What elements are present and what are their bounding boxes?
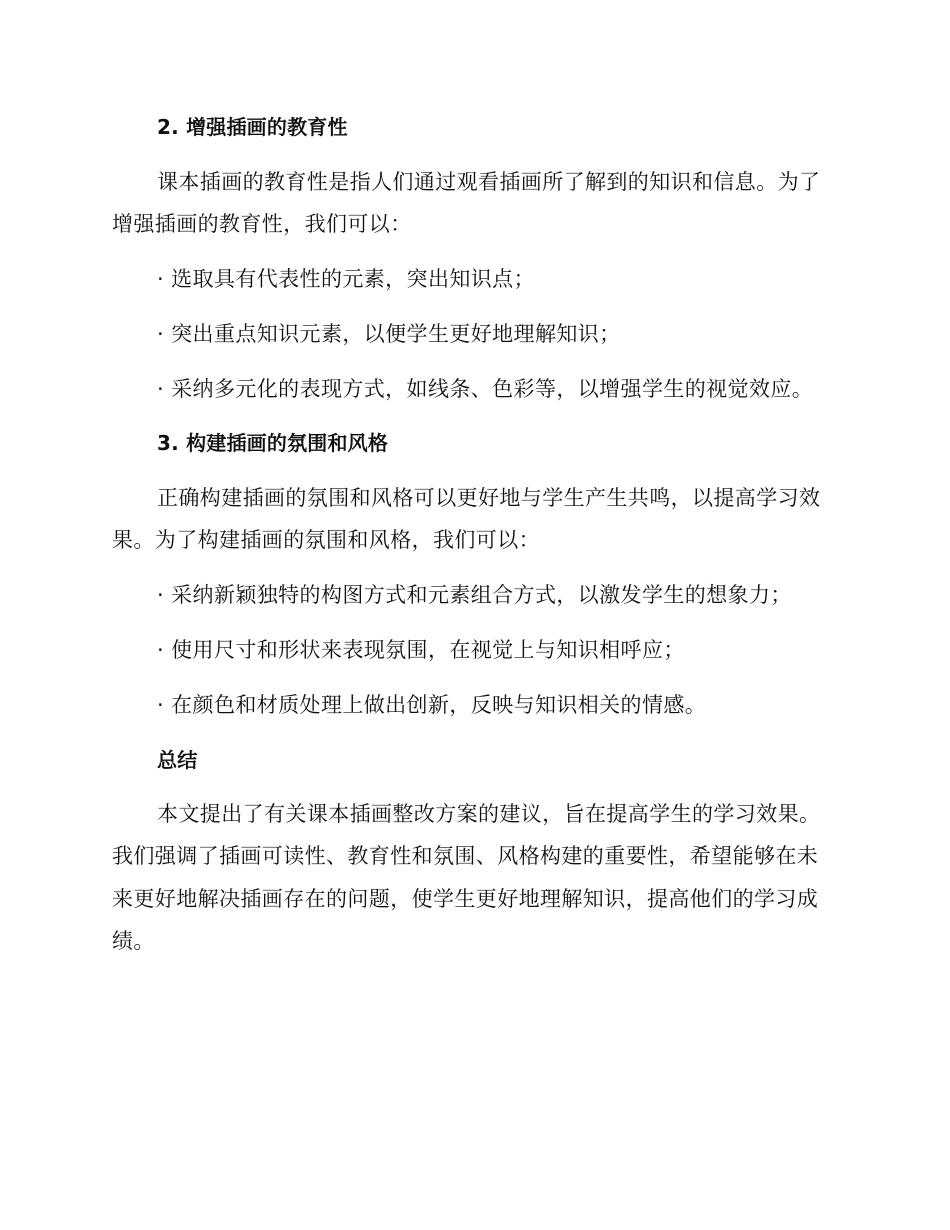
bullet-item: · 使用尺寸和形状来表现氛围，在视觉上与知识相呼应； — [157, 638, 685, 662]
bullet-item: · 选取具有代表性的元素，突出知识点； — [157, 267, 535, 291]
bullet-item: · 在颜色和材质处理上做出创新，反映与知识相关的情感。 — [157, 693, 707, 717]
paragraph-line: 来更好地解决插画存在的问题，使学生更好地理解知识，提高他们的学习成 — [112, 887, 819, 911]
paragraph-line: 果。为了构建插画的氛围和风格，我们可以： — [112, 528, 540, 552]
section-heading: 3. 构建插画的氛围和风格 — [157, 431, 389, 455]
paragraph-line: 绩。 — [112, 929, 155, 953]
paragraph-line: 增强插画的教育性，我们可以： — [112, 212, 412, 236]
bullet-item: · 突出重点知识元素，以便学生更好地理解知识； — [157, 322, 621, 346]
paragraph-line: 我们强调了插画可读性、教育性和氛围、风格构建的重要性，希望能够在未 — [112, 844, 819, 868]
bullet-item: · 采纳多元化的表现方式，如线条、色彩等，以增强学生的视觉效应。 — [157, 377, 814, 401]
section-heading: 2. 增强插画的教育性 — [157, 115, 348, 139]
paragraph-line: 本文提出了有关课本插画整改方案的建议，旨在提高学生的学习效果。 — [157, 802, 821, 826]
summary-heading: 总结 — [157, 748, 198, 772]
paragraph-line: 课本插画的教育性是指人们通过观看插画所了解到的知识和信息。为了 — [157, 170, 821, 194]
bullet-item: · 采纳新颖独特的构图方式和元素组合方式，以激发学生的想象力； — [157, 583, 792, 607]
paragraph-line: 正确构建插画的氛围和风格可以更好地与学生产生共鸣，以提高学习效 — [157, 486, 821, 510]
